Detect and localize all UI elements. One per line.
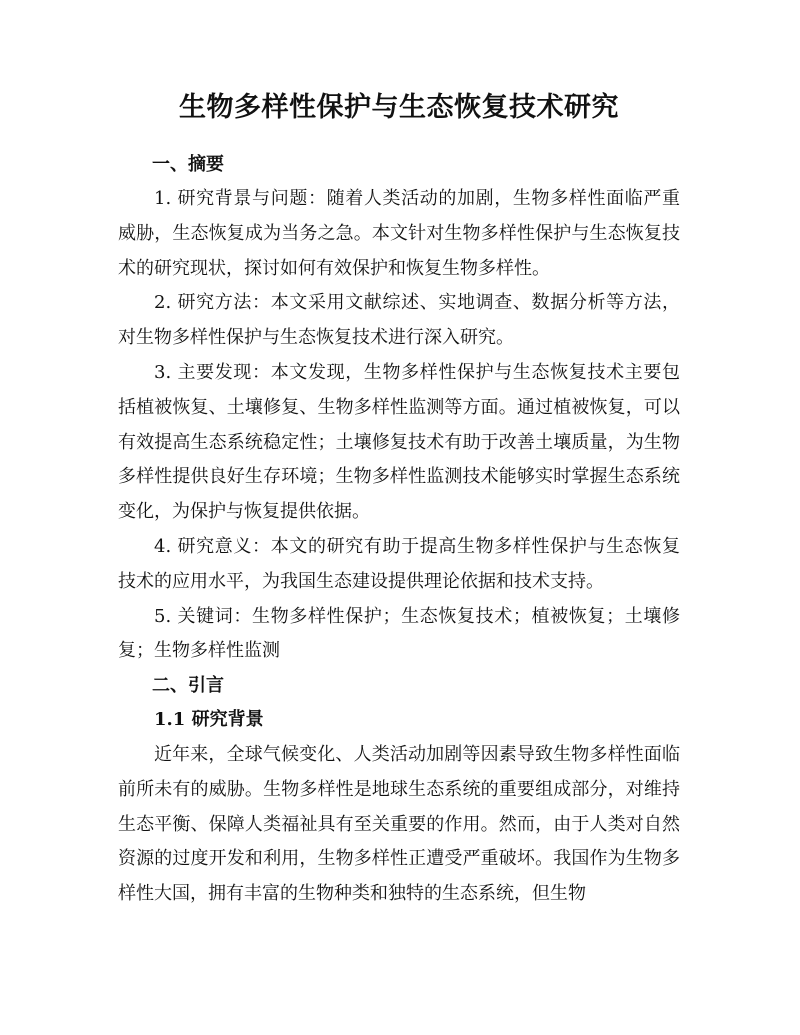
section-heading-abstract: 一、摘要 (152, 154, 224, 175)
section-heading-introduction: 二、引言 (152, 675, 224, 697)
subsection-heading-background: 1.1 研究背景 (154, 709, 264, 731)
abstract-paragraph-background: 1. 研究背景与问题：随着人类活动的加剧，生物多样性面临严重威胁，生态恢复成为当务之急。本文针对生物多样性保护与生态恢复技术的研究现状，探讨如何有效保护和恢复生物多样性。 (118, 188, 680, 279)
document-title: 生物多样性保护与生态恢复技术研究 (179, 92, 619, 123)
abstract-paragraph-significance: 4. 研究意义：本文的研究有助于提高生物多样性保护与生态恢复技术的应用水平，为我国生态建设提供理论依据和技术支持。 (118, 535, 680, 592)
abstract-paragraph-findings: 3. 主要发现：本文发现，生物多样性保护与生态恢复技术主要包括植被恢复、土壤修复、生物多样性监测等方面。通过植被恢复，可以有效提高生态系统稳定性；土壤修复技术有助于改善土壤质量，为生物多样性提供良好生存环境；生物多样性监测技术能够实时掌握生态系统变化，为保护与恢复提供依据。 (118, 361, 680, 523)
introduction-paragraph: 近年来，全球气候变化、人类活动加剧等因素导致生物多样性面临前所未有的威胁。生物多样性是地球生态系统的重要组成部分，对维持生态平衡、保障人类福祉具有至关重要的作用。然而，由于人类对自然资源的过度开发和利用，生物多样性正遭受严重破坏。我国作为生物多样性大国，拥有丰富的生物种类和独特的生态系统，但生物 (118, 743, 680, 905)
abstract-paragraph-methods: 2. 研究方法：本文采用文献综述、实地调查、数据分析等方法，对生物多样性保护与生态恢复技术进行深入研究。 (118, 292, 680, 349)
abstract-paragraph-keywords: 5. 关键词：生物多样性保护；生态恢复技术；植被恢复；土壤修复；生物多样性监测 (118, 605, 680, 662)
